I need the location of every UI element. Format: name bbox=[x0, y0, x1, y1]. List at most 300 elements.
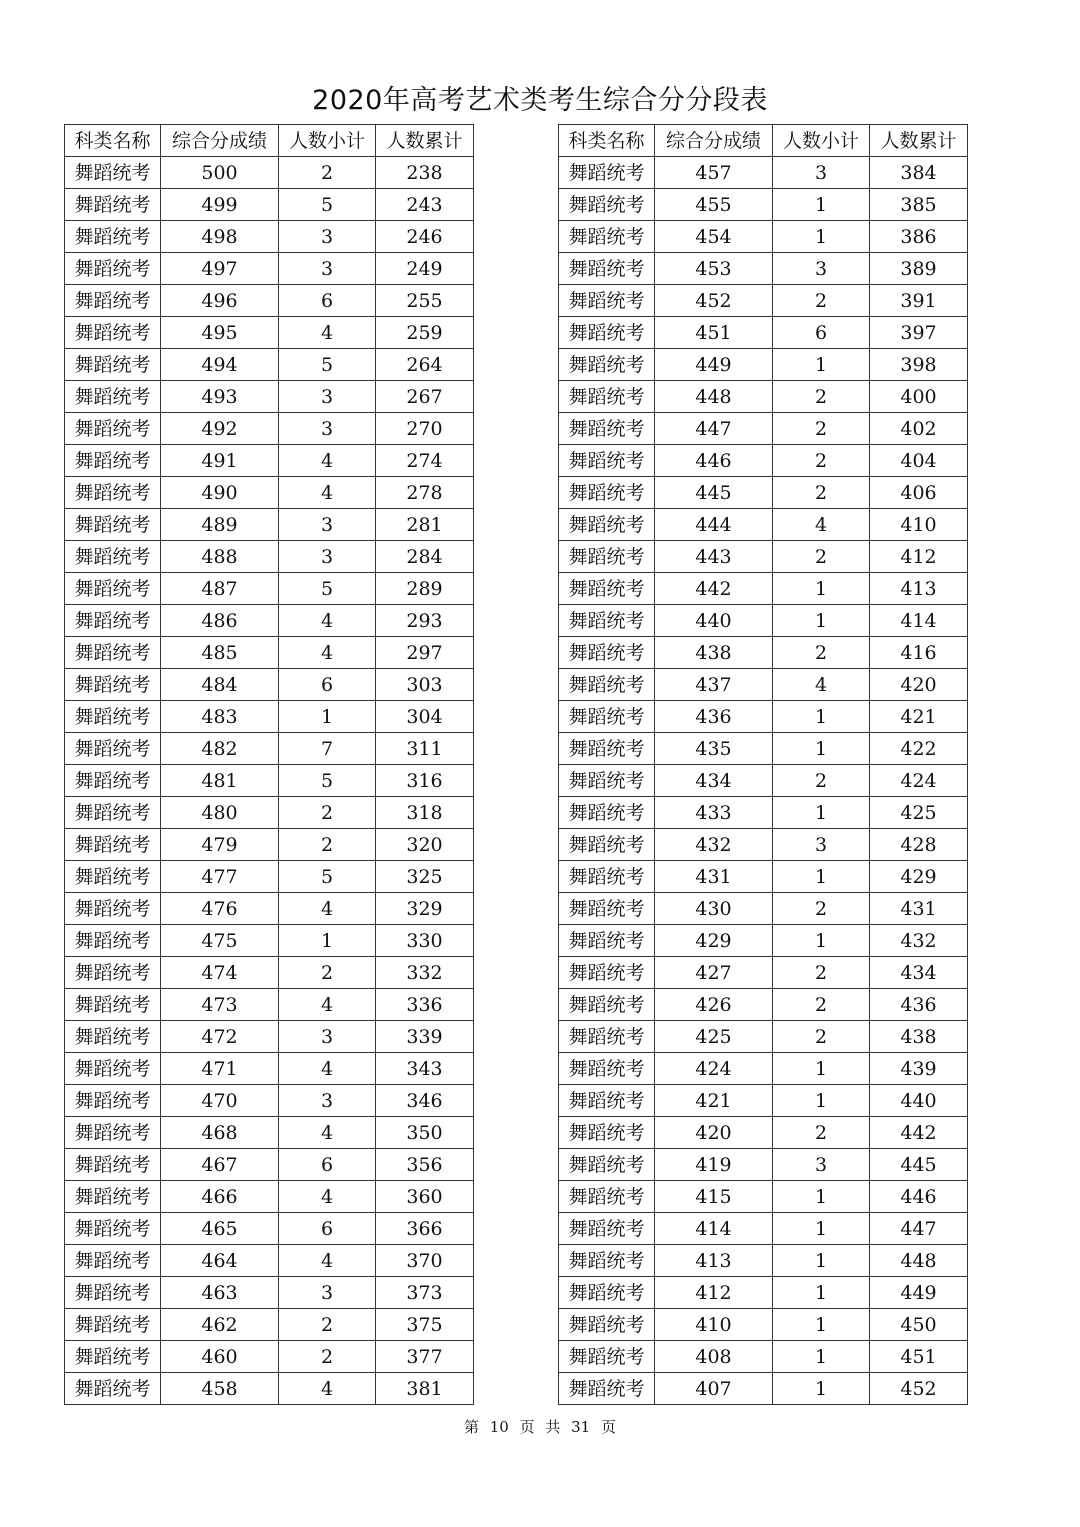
category-cell: 舞蹈统考 bbox=[559, 733, 655, 765]
count-cell: 2 bbox=[279, 1341, 376, 1373]
score-cell: 420 bbox=[655, 1117, 773, 1149]
table-row bbox=[65, 733, 474, 765]
cumulative-cell: 339 bbox=[376, 1021, 474, 1053]
count-cell: 4 bbox=[279, 477, 376, 509]
category-cell: 舞蹈统考 bbox=[65, 701, 161, 733]
table-row bbox=[65, 1021, 474, 1053]
table-row bbox=[65, 157, 474, 189]
category-cell: 舞蹈统考 bbox=[559, 541, 655, 573]
score-cell: 440 bbox=[655, 605, 773, 637]
score-cell: 485 bbox=[161, 637, 279, 669]
cumulative-cell: 356 bbox=[376, 1149, 474, 1181]
count-cell: 1 bbox=[773, 1373, 870, 1405]
count-cell: 1 bbox=[773, 861, 870, 893]
score-cell: 500 bbox=[161, 157, 279, 189]
category-cell: 舞蹈统考 bbox=[559, 1245, 655, 1277]
column-header: 人数累计 bbox=[870, 125, 968, 157]
score-cell: 442 bbox=[655, 573, 773, 605]
page-title: 2020年高考艺术类考生综合分分段表 bbox=[312, 85, 768, 116]
cumulative-cell: 391 bbox=[870, 285, 968, 317]
count-cell: 1 bbox=[279, 925, 376, 957]
count-cell: 3 bbox=[279, 221, 376, 253]
cumulative-cell: 406 bbox=[870, 477, 968, 509]
count-cell: 6 bbox=[279, 1149, 376, 1181]
score-cell: 468 bbox=[161, 1117, 279, 1149]
score-cell: 475 bbox=[161, 925, 279, 957]
table-row bbox=[559, 1277, 968, 1309]
count-cell: 3 bbox=[279, 541, 376, 573]
count-cell: 2 bbox=[773, 893, 870, 925]
category-cell: 舞蹈统考 bbox=[65, 925, 161, 957]
category-cell: 舞蹈统考 bbox=[65, 829, 161, 861]
table-row bbox=[559, 541, 968, 573]
category-cell: 舞蹈统考 bbox=[65, 349, 161, 381]
table-row bbox=[65, 1213, 474, 1245]
cumulative-cell: 270 bbox=[376, 413, 474, 445]
score-cell: 482 bbox=[161, 733, 279, 765]
score-cell: 425 bbox=[655, 1021, 773, 1053]
table-row bbox=[65, 829, 474, 861]
table-row bbox=[65, 317, 474, 349]
table-row bbox=[559, 1309, 968, 1341]
table-row bbox=[559, 701, 968, 733]
table-row bbox=[559, 253, 968, 285]
table-row bbox=[559, 605, 968, 637]
page-footer: 第 10 页 共 31 页 bbox=[463, 1418, 616, 1436]
category-cell: 舞蹈统考 bbox=[65, 1149, 161, 1181]
count-cell: 6 bbox=[773, 317, 870, 349]
count-cell: 2 bbox=[773, 1117, 870, 1149]
score-cell: 499 bbox=[161, 189, 279, 221]
cumulative-cell: 325 bbox=[376, 861, 474, 893]
table-row bbox=[559, 957, 968, 989]
category-cell: 舞蹈统考 bbox=[65, 1053, 161, 1085]
category-cell: 舞蹈统考 bbox=[65, 317, 161, 349]
table-row bbox=[65, 1117, 474, 1149]
cumulative-cell: 422 bbox=[870, 733, 968, 765]
column-header: 科类名称 bbox=[559, 125, 655, 157]
cumulative-cell: 255 bbox=[376, 285, 474, 317]
score-cell: 466 bbox=[161, 1181, 279, 1213]
cumulative-cell: 384 bbox=[870, 157, 968, 189]
category-cell: 舞蹈统考 bbox=[559, 669, 655, 701]
cumulative-cell: 303 bbox=[376, 669, 474, 701]
table-row bbox=[559, 1373, 968, 1405]
cumulative-cell: 451 bbox=[870, 1341, 968, 1373]
table-row bbox=[559, 157, 968, 189]
count-cell: 7 bbox=[279, 733, 376, 765]
score-cell: 427 bbox=[655, 957, 773, 989]
count-cell: 3 bbox=[773, 1149, 870, 1181]
table-row bbox=[559, 733, 968, 765]
count-cell: 3 bbox=[773, 829, 870, 861]
count-cell: 1 bbox=[773, 1213, 870, 1245]
table-row bbox=[559, 925, 968, 957]
category-cell: 舞蹈统考 bbox=[65, 765, 161, 797]
cumulative-cell: 332 bbox=[376, 957, 474, 989]
count-cell: 2 bbox=[773, 989, 870, 1021]
cumulative-cell: 448 bbox=[870, 1245, 968, 1277]
score-cell: 487 bbox=[161, 573, 279, 605]
score-cell: 430 bbox=[655, 893, 773, 925]
table-row bbox=[559, 1341, 968, 1373]
category-cell: 舞蹈统考 bbox=[559, 1181, 655, 1213]
count-cell: 3 bbox=[279, 1021, 376, 1053]
category-cell: 舞蹈统考 bbox=[65, 1341, 161, 1373]
count-cell: 2 bbox=[773, 541, 870, 573]
cumulative-cell: 445 bbox=[870, 1149, 968, 1181]
cumulative-cell: 416 bbox=[870, 637, 968, 669]
score-cell: 462 bbox=[161, 1309, 279, 1341]
count-cell: 1 bbox=[773, 1181, 870, 1213]
count-cell: 4 bbox=[279, 1117, 376, 1149]
count-cell: 3 bbox=[279, 413, 376, 445]
table-row bbox=[559, 349, 968, 381]
table-row bbox=[559, 1117, 968, 1149]
cumulative-cell: 289 bbox=[376, 573, 474, 605]
score-cell: 470 bbox=[161, 1085, 279, 1117]
table-row bbox=[559, 637, 968, 669]
count-cell: 2 bbox=[773, 477, 870, 509]
category-cell: 舞蹈统考 bbox=[559, 381, 655, 413]
count-cell: 4 bbox=[279, 445, 376, 477]
cumulative-cell: 446 bbox=[870, 1181, 968, 1213]
category-cell: 舞蹈统考 bbox=[559, 285, 655, 317]
table-row bbox=[65, 861, 474, 893]
cumulative-cell: 420 bbox=[870, 669, 968, 701]
category-cell: 舞蹈统考 bbox=[65, 253, 161, 285]
category-cell: 舞蹈统考 bbox=[65, 1181, 161, 1213]
cumulative-cell: 440 bbox=[870, 1085, 968, 1117]
count-cell: 4 bbox=[279, 989, 376, 1021]
cumulative-cell: 412 bbox=[870, 541, 968, 573]
score-cell: 458 bbox=[161, 1373, 279, 1405]
category-cell: 舞蹈统考 bbox=[559, 637, 655, 669]
score-cell: 432 bbox=[655, 829, 773, 861]
count-cell: 2 bbox=[279, 157, 376, 189]
category-cell: 舞蹈统考 bbox=[559, 1117, 655, 1149]
table-row bbox=[65, 765, 474, 797]
category-cell: 舞蹈统考 bbox=[65, 893, 161, 925]
cumulative-cell: 432 bbox=[870, 925, 968, 957]
category-cell: 舞蹈统考 bbox=[559, 765, 655, 797]
score-cell: 434 bbox=[655, 765, 773, 797]
table-row bbox=[65, 893, 474, 925]
table-header-row bbox=[65, 125, 474, 157]
table-row bbox=[65, 381, 474, 413]
category-cell: 舞蹈统考 bbox=[559, 925, 655, 957]
count-cell: 4 bbox=[279, 1373, 376, 1405]
score-cell: 498 bbox=[161, 221, 279, 253]
score-cell: 471 bbox=[161, 1053, 279, 1085]
cumulative-cell: 264 bbox=[376, 349, 474, 381]
count-cell: 1 bbox=[773, 221, 870, 253]
category-cell: 舞蹈统考 bbox=[65, 189, 161, 221]
count-cell: 1 bbox=[279, 701, 376, 733]
column-header: 人数累计 bbox=[376, 125, 474, 157]
cumulative-cell: 330 bbox=[376, 925, 474, 957]
table-row bbox=[559, 861, 968, 893]
count-cell: 4 bbox=[279, 1245, 376, 1277]
cumulative-cell: 360 bbox=[376, 1181, 474, 1213]
score-table-left bbox=[64, 124, 474, 1405]
count-cell: 1 bbox=[773, 189, 870, 221]
table-row bbox=[65, 445, 474, 477]
count-cell: 1 bbox=[773, 925, 870, 957]
score-cell: 465 bbox=[161, 1213, 279, 1245]
table-row bbox=[559, 765, 968, 797]
score-cell: 436 bbox=[655, 701, 773, 733]
table-header-row bbox=[559, 125, 968, 157]
table-row bbox=[559, 189, 968, 221]
cumulative-cell: 386 bbox=[870, 221, 968, 253]
table-row bbox=[559, 381, 968, 413]
category-cell: 舞蹈统考 bbox=[559, 157, 655, 189]
score-cell: 443 bbox=[655, 541, 773, 573]
column-header: 综合分成绩 bbox=[161, 125, 279, 157]
count-cell: 1 bbox=[773, 701, 870, 733]
table-row bbox=[65, 1277, 474, 1309]
count-cell: 1 bbox=[773, 573, 870, 605]
score-cell: 453 bbox=[655, 253, 773, 285]
score-cell: 476 bbox=[161, 893, 279, 925]
cumulative-cell: 421 bbox=[870, 701, 968, 733]
cumulative-cell: 425 bbox=[870, 797, 968, 829]
cumulative-cell: 381 bbox=[376, 1373, 474, 1405]
score-cell: 447 bbox=[655, 413, 773, 445]
count-cell: 3 bbox=[773, 157, 870, 189]
cumulative-cell: 316 bbox=[376, 765, 474, 797]
count-cell: 3 bbox=[279, 1277, 376, 1309]
cumulative-cell: 320 bbox=[376, 829, 474, 861]
cumulative-cell: 284 bbox=[376, 541, 474, 573]
category-cell: 舞蹈统考 bbox=[65, 861, 161, 893]
cumulative-cell: 259 bbox=[376, 317, 474, 349]
count-cell: 6 bbox=[279, 285, 376, 317]
category-cell: 舞蹈统考 bbox=[559, 1341, 655, 1373]
score-cell: 463 bbox=[161, 1277, 279, 1309]
cumulative-cell: 274 bbox=[376, 445, 474, 477]
table-body-left bbox=[65, 157, 474, 1405]
score-cell: 448 bbox=[655, 381, 773, 413]
column-header: 科类名称 bbox=[65, 125, 161, 157]
score-cell: 407 bbox=[655, 1373, 773, 1405]
category-cell: 舞蹈统考 bbox=[65, 1245, 161, 1277]
score-cell: 408 bbox=[655, 1341, 773, 1373]
category-cell: 舞蹈统考 bbox=[65, 1373, 161, 1405]
category-cell: 舞蹈统考 bbox=[65, 669, 161, 701]
count-cell: 5 bbox=[279, 189, 376, 221]
cumulative-cell: 350 bbox=[376, 1117, 474, 1149]
table-row bbox=[559, 573, 968, 605]
table-row bbox=[65, 989, 474, 1021]
cumulative-cell: 377 bbox=[376, 1341, 474, 1373]
category-cell: 舞蹈统考 bbox=[559, 1149, 655, 1181]
count-cell: 2 bbox=[279, 1309, 376, 1341]
score-table-right bbox=[558, 124, 968, 1405]
category-cell: 舞蹈统考 bbox=[559, 573, 655, 605]
category-cell: 舞蹈统考 bbox=[65, 445, 161, 477]
table-row bbox=[65, 1085, 474, 1117]
cumulative-cell: 413 bbox=[870, 573, 968, 605]
count-cell: 2 bbox=[773, 765, 870, 797]
table-row bbox=[559, 285, 968, 317]
table-row bbox=[65, 1373, 474, 1405]
count-cell: 2 bbox=[279, 829, 376, 861]
category-cell: 舞蹈统考 bbox=[559, 317, 655, 349]
score-cell: 455 bbox=[655, 189, 773, 221]
category-cell: 舞蹈统考 bbox=[65, 157, 161, 189]
category-cell: 舞蹈统考 bbox=[65, 573, 161, 605]
score-cell: 444 bbox=[655, 509, 773, 541]
table-row bbox=[65, 1341, 474, 1373]
category-cell: 舞蹈统考 bbox=[559, 413, 655, 445]
count-cell: 3 bbox=[279, 381, 376, 413]
table-row bbox=[559, 669, 968, 701]
cumulative-cell: 449 bbox=[870, 1277, 968, 1309]
category-cell: 舞蹈统考 bbox=[65, 1277, 161, 1309]
count-cell: 1 bbox=[773, 1245, 870, 1277]
category-cell: 舞蹈统考 bbox=[559, 797, 655, 829]
score-cell: 452 bbox=[655, 285, 773, 317]
table-row bbox=[559, 1213, 968, 1245]
score-cell: 421 bbox=[655, 1085, 773, 1117]
category-cell: 舞蹈统考 bbox=[559, 957, 655, 989]
category-cell: 舞蹈统考 bbox=[559, 1085, 655, 1117]
category-cell: 舞蹈统考 bbox=[65, 1117, 161, 1149]
cumulative-cell: 436 bbox=[870, 989, 968, 1021]
table-row bbox=[65, 669, 474, 701]
count-cell: 4 bbox=[279, 893, 376, 925]
score-cell: 481 bbox=[161, 765, 279, 797]
cumulative-cell: 442 bbox=[870, 1117, 968, 1149]
count-cell: 2 bbox=[773, 413, 870, 445]
cumulative-cell: 410 bbox=[870, 509, 968, 541]
category-cell: 舞蹈统考 bbox=[65, 285, 161, 317]
score-cell: 486 bbox=[161, 605, 279, 637]
score-cell: 474 bbox=[161, 957, 279, 989]
count-cell: 2 bbox=[773, 637, 870, 669]
cumulative-cell: 439 bbox=[870, 1053, 968, 1085]
count-cell: 4 bbox=[279, 605, 376, 637]
column-header: 综合分成绩 bbox=[655, 125, 773, 157]
score-cell: 433 bbox=[655, 797, 773, 829]
cumulative-cell: 438 bbox=[870, 1021, 968, 1053]
score-cell: 493 bbox=[161, 381, 279, 413]
category-cell: 舞蹈统考 bbox=[559, 1213, 655, 1245]
table-row bbox=[65, 477, 474, 509]
table-row bbox=[559, 989, 968, 1021]
score-cell: 451 bbox=[655, 317, 773, 349]
category-cell: 舞蹈统考 bbox=[65, 637, 161, 669]
cumulative-cell: 450 bbox=[870, 1309, 968, 1341]
score-cell: 483 bbox=[161, 701, 279, 733]
table-row bbox=[65, 1245, 474, 1277]
count-cell: 3 bbox=[279, 253, 376, 285]
category-cell: 舞蹈统考 bbox=[65, 1309, 161, 1341]
cumulative-cell: 246 bbox=[376, 221, 474, 253]
table-row bbox=[65, 925, 474, 957]
score-cell: 489 bbox=[161, 509, 279, 541]
table-row bbox=[559, 1181, 968, 1213]
score-cell: 479 bbox=[161, 829, 279, 861]
table-row bbox=[559, 1149, 968, 1181]
score-cell: 429 bbox=[655, 925, 773, 957]
cumulative-cell: 434 bbox=[870, 957, 968, 989]
category-cell: 舞蹈统考 bbox=[559, 189, 655, 221]
score-cell: 497 bbox=[161, 253, 279, 285]
cumulative-cell: 402 bbox=[870, 413, 968, 445]
cumulative-cell: 293 bbox=[376, 605, 474, 637]
score-cell: 484 bbox=[161, 669, 279, 701]
cumulative-cell: 375 bbox=[376, 1309, 474, 1341]
cumulative-cell: 447 bbox=[870, 1213, 968, 1245]
score-cell: 412 bbox=[655, 1277, 773, 1309]
table-row bbox=[65, 797, 474, 829]
count-cell: 4 bbox=[279, 637, 376, 669]
count-cell: 1 bbox=[773, 797, 870, 829]
score-cell: 438 bbox=[655, 637, 773, 669]
table-row bbox=[65, 605, 474, 637]
table-row bbox=[559, 797, 968, 829]
score-cell: 457 bbox=[655, 157, 773, 189]
count-cell: 1 bbox=[773, 1277, 870, 1309]
table-row bbox=[65, 221, 474, 253]
count-cell: 1 bbox=[773, 605, 870, 637]
score-cell: 464 bbox=[161, 1245, 279, 1277]
cumulative-cell: 311 bbox=[376, 733, 474, 765]
table-row bbox=[559, 1053, 968, 1085]
table-row bbox=[65, 413, 474, 445]
cumulative-cell: 452 bbox=[870, 1373, 968, 1405]
score-cell: 492 bbox=[161, 413, 279, 445]
cumulative-cell: 428 bbox=[870, 829, 968, 861]
category-cell: 舞蹈统考 bbox=[65, 1213, 161, 1245]
table-row bbox=[65, 541, 474, 573]
cumulative-cell: 429 bbox=[870, 861, 968, 893]
table-body-right bbox=[559, 157, 968, 1405]
category-cell: 舞蹈统考 bbox=[559, 893, 655, 925]
cumulative-cell: 424 bbox=[870, 765, 968, 797]
category-cell: 舞蹈统考 bbox=[65, 957, 161, 989]
score-cell: 413 bbox=[655, 1245, 773, 1277]
score-cell: 454 bbox=[655, 221, 773, 253]
score-cell: 460 bbox=[161, 1341, 279, 1373]
table-row bbox=[559, 477, 968, 509]
column-header: 人数小计 bbox=[279, 125, 376, 157]
category-cell: 舞蹈统考 bbox=[559, 989, 655, 1021]
table-row bbox=[65, 637, 474, 669]
count-cell: 3 bbox=[773, 253, 870, 285]
category-cell: 舞蹈统考 bbox=[65, 381, 161, 413]
count-cell: 4 bbox=[773, 669, 870, 701]
cumulative-cell: 370 bbox=[376, 1245, 474, 1277]
score-cell: 424 bbox=[655, 1053, 773, 1085]
count-cell: 5 bbox=[279, 349, 376, 381]
table-row bbox=[65, 349, 474, 381]
table-row bbox=[65, 701, 474, 733]
count-cell: 1 bbox=[773, 1085, 870, 1117]
count-cell: 2 bbox=[279, 797, 376, 829]
cumulative-cell: 389 bbox=[870, 253, 968, 285]
count-cell: 1 bbox=[773, 349, 870, 381]
count-cell: 2 bbox=[773, 1021, 870, 1053]
cumulative-cell: 414 bbox=[870, 605, 968, 637]
category-cell: 舞蹈统考 bbox=[559, 1053, 655, 1085]
score-cell: 446 bbox=[655, 445, 773, 477]
cumulative-cell: 249 bbox=[376, 253, 474, 285]
table-row bbox=[65, 957, 474, 989]
